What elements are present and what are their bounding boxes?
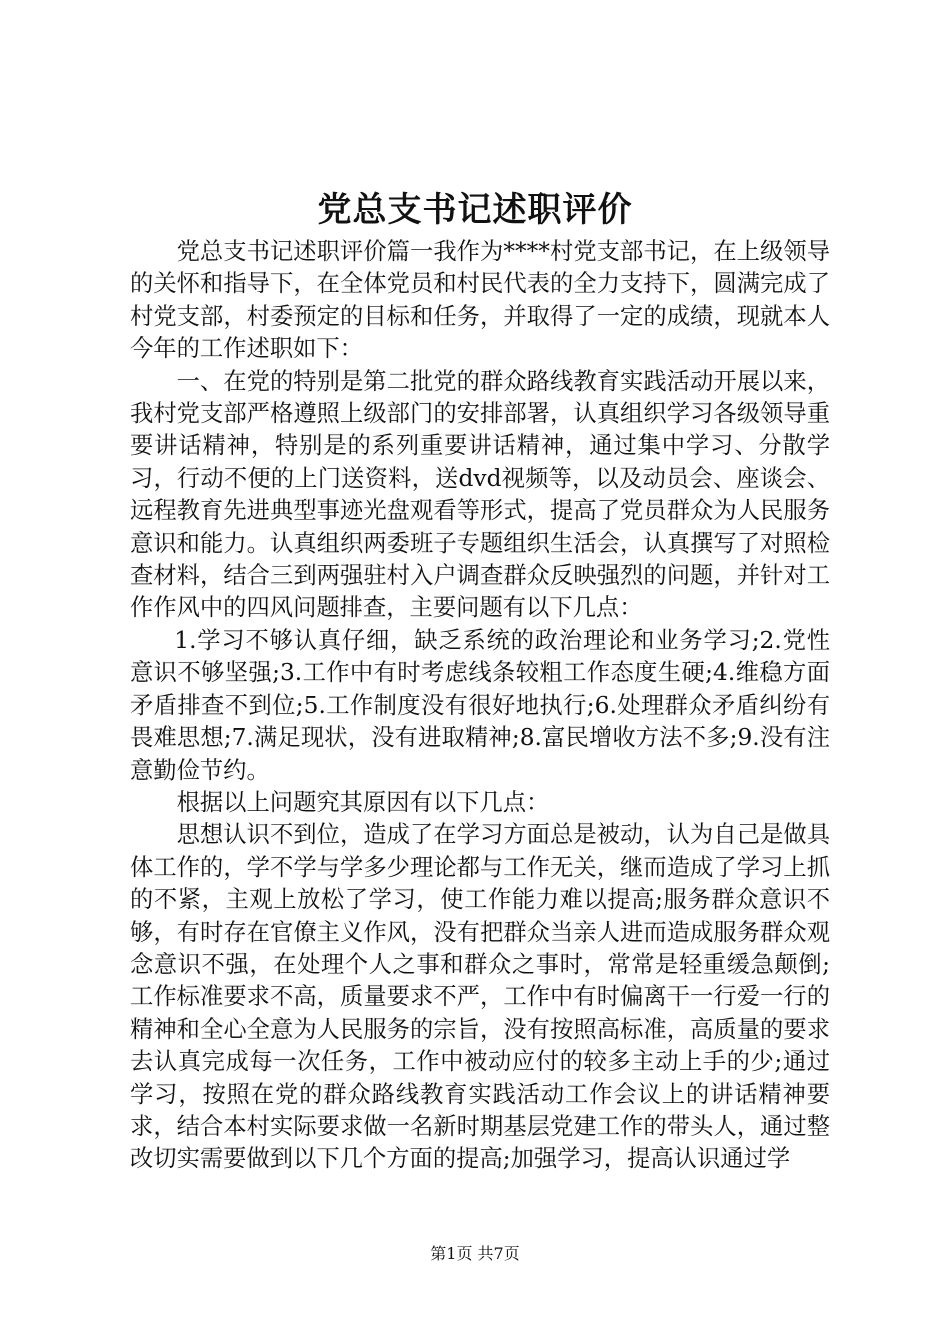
paragraph-cause-heading: 根据以上问题究其原因有以下几点： (176, 788, 550, 816)
document-title: 党总支书记述职评价 (317, 190, 633, 230)
paragraph-problem-list: 1.学习不够认真仔细，缺乏系统的政治理论和业务学习;2.党性意识不够坚强;3.工作中有时考虑线条较粗工作态度生硬;4.维稳方面矛盾排查不到位;5.工作制度没有很好地执行;6.处理群众矛盾纠纷有畏难思想;7.满足现状，没有进取精神;8.富民增收方法不多;9.没有注意勤俭节约。 (130, 626, 830, 784)
paragraph-section-one: 一、在党的特别是第二批党的群众路线教育实践活动开展以来，我村党支部严格遵照上级部门的安排部署，认真组织学习各级领导重要讲话精神，特别是的系列重要讲话精神，通过集中学习、分散学习，行动不便的上门送资料，送dvd视频等，以及动员会、座谈会、远程教育先进典型事迹光盘观看等形式，提高了党员群众为人民服务意识和能力。认真组织两委班子专题组织生活会，认真撰写了对照检查材料，结合三到两强驻村入户调查群众反映强烈的问题，并针对工作作风中的四风问题排查，主要问题有以下几点： (130, 367, 830, 622)
paragraph-cause-analysis: 思想认识不到位，造成了在学习方面总是被动，认为自己是做具体工作的，学不学与学多少理论都与工作无关，继而造成了学习上抓的不紧，主观上放松了学习，使工作能力难以提高;服务群众意识不够，有时存在官僚主义作风，没有把群众当亲人进而造成服务群众观念意识不强，在处理个人之事和群众之事时，常常是轻重缓急颠倒;工作标准要求不高，质量要求不严，工作中有时偏离干一行爱一行的精神和全心全意为人民服务的宗旨，没有按照高标准，高质量的要求去认真完成每一次任务，工作中被动应付的较多主动上手的少;通过学习，按照在党的群众路线教育实践活动工作会议上的讲话精神要求，结合本村实际要求做一名新时期基层党建工作的带头人，通过整改切实需要做到以下几个方面的提高;加强学习，提高认识通过学 (130, 821, 830, 1173)
paragraph-intro: 党总支书记述职评价篇一我作为****村党支部书记，在上级领导的关怀和指导下，在全体党员和村民代表的全力支持下，圆满完成了村党支部，村委预定的目标和任务，并取得了一定的成绩，现就本人今年的工作述职如下： (130, 238, 830, 363)
page-number-footer: 第1页 共7页 (430, 1244, 520, 1263)
document-body (130, 236, 830, 1176)
